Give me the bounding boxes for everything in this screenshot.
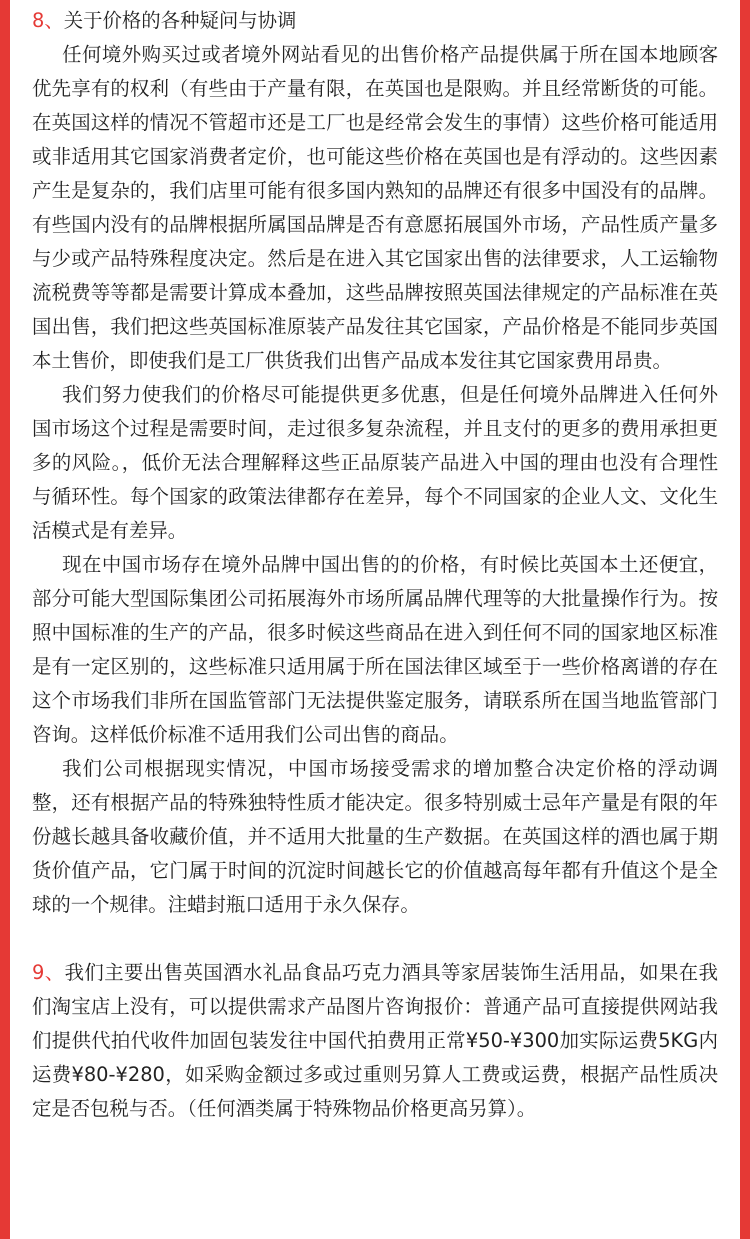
left-red-border (0, 0, 10, 1239)
section-9-text: 我们主要出售英国酒水礼品食品巧克力酒具等家居装饰生活用品，如果在我们淘宝店上没有，可以提供需求产品图片咨询报价：普通产品可直接提供网站我们提供代拍代收件加固包装发往中国代拍费用正常¥50-¥300加实际运费5KG内运费¥80-¥280，如采购金额过多或过重则另算人工费或运费，根据产品性质决定是否包税与否。（任何酒类属于特殊物品价格更高另算）。 (32, 961, 718, 1120)
section-8-paragraph: 我们努力使我们的价格尽可能提供更多优惠，但是任何境外品牌进入任何外国市场这个过程是需要时间，走过很多复杂流程，并且支付的更多的费用承担更多的风险。，低价无法合理解释这些正品原装产品进入中国的理由也没有合理性与循环性。每个国家的政策法律都存在差异，每个不同国家的企业人文、文化生活模式是有差异。 (32, 383, 718, 542)
section-8-title: 关于价格的各种疑问与协调 (63, 9, 297, 32)
section-8 (32, 4, 718, 922)
section-8-paragraph: 现在中国市场存在境外品牌中国出售的的价格，有时候比英国本土还便宜，部分可能大型国际集团公司拓展海外市场所属品牌代理等的大批量操作行为。按照中国标准的生产的产品，很多时候这些商品在进入到任何不同的国家地区标准是有一定区别的，这些标准只适用属于所在国法律区域至于一些价格离谱的存在这个市场我们非所在国监管部门无法提供鉴定服务，请联系所在国当地监管部门咨询。这样低价标准不适用我们公司出售的商品。 (32, 553, 718, 746)
section-8-paragraph: 任何境外购买过或者境外网站看见的出售价格产品提供属于所在国本地顾客优先享有的权利（有些由于产量有限，在英国也是限购。并且经常断货的可能。在英国这样的情况不管超市还是工厂也是经常会发生的事情）这些价格可能适用或非适用其它国家消费者定价，也可能这些价格在英国也是有浮动的。这些因素产生是复杂的，我们店里可能有很多国内熟知的品牌还有很多中国没有的品牌。有些国内没有的品牌根据所属国品牌是否有意愿拓展国外市场，产品性质产量多与少或产品特殊程度决定。然后是在进入其它国家出售的法律要求，人工运输物流税费等等都是需要计算成本叠加，这些品牌按照英国法律规定的产品标准在英国出售，我们把这些英国标准原装产品发往其它国家，产品价格是不能同步英国本土售价，即使我们是工厂供货我们出售产品成本发往其它国家费用昂贵。 (32, 43, 718, 372)
right-red-border (740, 0, 750, 1239)
section-9 (32, 956, 718, 1126)
section-8-number: 8、 (32, 9, 64, 32)
section-9-paragraph (32, 956, 718, 1126)
section-9-number: 9、 (32, 961, 65, 984)
document-body (32, 4, 718, 1126)
section-8-paragraph: 我们公司根据现实情况，中国市场接受需求的增加整合决定价格的浮动调整，还有根据产品的特殊独特性质才能决定。很多特别威士忌年产量是有限的年份越长越具备收藏价值，并不适用大批量的生产数据。在英国这样的酒也属于期货价值产品，它门属于时间的沉淀时间越长它的价值越高每年都有升值这个是全球的一个规律。注蜡封瓶口适用于永久保存。 (32, 757, 718, 916)
section-8-heading (32, 4, 718, 38)
